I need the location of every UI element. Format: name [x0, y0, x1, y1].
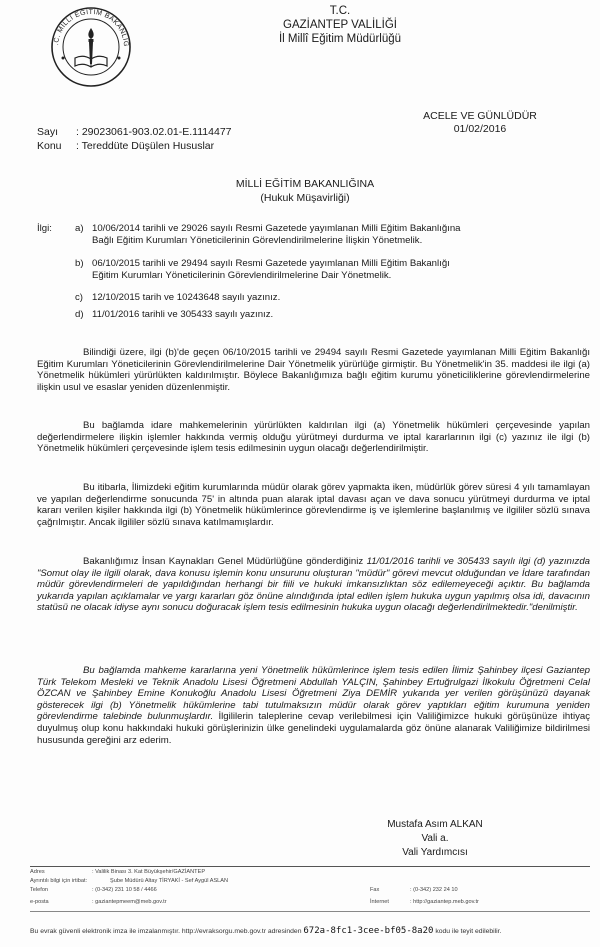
konu-value: : Tereddüte Düşülen Hususlar	[76, 140, 215, 152]
signatory-title: Vali Yardımcısı	[402, 847, 468, 858]
footer-adres-value: : Valilik Binası 3. Kat Büyükşehir/GAZİANTEP	[92, 869, 206, 875]
ilgi-item-b	[75, 258, 590, 282]
ilgi-key: d)	[75, 309, 84, 320]
footer-adres-label: Adres	[30, 869, 45, 875]
body-paragraph-1	[37, 347, 590, 393]
ilgi-text: 11/01/2016 tarihli ve 305433 sayılı yazınız.	[92, 309, 274, 320]
addressee-department: (Hukuk Müşavirliği)	[260, 192, 350, 204]
urgency-label: ACELE VE GÜNLÜDÜR	[423, 110, 537, 122]
ilgi-item-c	[75, 292, 590, 304]
meb-seal-logo	[50, 6, 132, 88]
header-directorate: İl Millî Eğitim Müdürlüğü	[278, 33, 402, 45]
urgency-block	[400, 110, 560, 136]
sayi-value: : 29023061-903.02.01-E.1114477	[76, 126, 232, 138]
document-date: 01/02/2016	[453, 123, 507, 135]
ilgi-item-a	[75, 223, 590, 247]
footer-email-value[interactable]: : gaziantepmeem@meb.gov.tr	[92, 899, 167, 905]
footer-fax-label: Fax	[370, 887, 380, 893]
paragraph-text: Bakanlığımız İnsan Kaynakları Genel Müdürlüğüne gönderdiğiniz	[83, 556, 367, 567]
verification-text: Bu evrak güvenli elektronik imza ile imzalanmıştır. http://evraksorgu.meb.gov.tr adresinden	[30, 928, 302, 935]
ilgi-text-cont: Eğitim Kurumları Yöneticilerinin Görevlendirilmelerine Dair Yönetmelik.	[92, 270, 392, 281]
ilgi-key: b)	[75, 258, 84, 269]
body-paragraph-4	[37, 556, 590, 614]
ilgi-text: 06/10/2015 tarihli ve 29494 sayılı Resmi Gazetede yayımlanan Milli Eğitim Bakanlığı	[92, 258, 450, 269]
paragraph-text: Bu bağlamda mahkeme kararlarına yeni Yönetmelik hükümlerince işlem tesis edilen İlimiz Şahinbey ilçesi Gaziantep Türk Telekom Mesleki ve Teknik Anadolu Lisesi Öğretmeni Abdullah YALÇIN, Şahinbey Ertuğrulgazi İlkokulu Öğretmeni Celal ÖZCAN ve Şahinbey Emine Konukoğlu Anadolu Lisesi Öğretmeni Ziya DEMİR yukarıda yer verilen görüşünüzü dayanak gösterecek ilgi (b) Yönetmelik hükümlerine tabi tutulmaksızın müdür olarak görev yaptıkları eğitim kurumuna yeniden görevlendirme talebinde bulunmuşlardır.	[37, 665, 590, 723]
header-tc: T.C.	[329, 5, 351, 17]
footer-phone-value: : (0-342) 231 10 58 / 4466	[92, 887, 157, 893]
footer-divider-2	[30, 911, 590, 912]
paragraph-text: Bu bağlamda idare mahkemelerinin yürürlükten kaldırılan ilgi (a) Yönetmelik hükümleri çerçevesinde yapılan değerlendirmelere ilişkin işlemler hakkında vermiş olduğu yürütmeyi durdurma ve iptal kararlarının ilgi (c) yazınız ile ilgi (b) Yönetmelik hükümleri çerçevesinde işlem tesis edilmesinin uygun olacağı değerlendirilmiştir.	[37, 420, 590, 455]
quoted-opinion-text: 11/01/2016 tarihli ve 305433 sayılı ilgi (d) yazınızda "Somut olay ile ilgili olarak, dava konusu işlemin konu unsurunu oluşturan "müdür" görevi mevcut olduğundan ve İdare tarafından müdür görevlendirmeleri de yapıldığından herhangi bir fiili ve hukuki imkansızlıktan söz edilemeyeceği açıktır. Bu bağlamda yukarıda yapılan açıklamalar ve yargı kararları göz önüne alındığında iptal edilen işlem hukuka uygun yapılmış olsa idi, davacının statüsü ne olacak idiyse aynı sonucu doğuracak işlem tesis edilmesinin hukuka uygun olacağı değerlendirilmektedir."denilmiştir.	[37, 556, 590, 614]
konu-label: Konu	[37, 140, 62, 152]
footer-internet-label: İnternet	[370, 899, 389, 905]
ilgi-text: 10/06/2014 tarihli ve 29026 sayılı Resmi Gazetede yayımlanan Milli Eğitim Bakanlığına	[92, 223, 461, 234]
signatory-name: Mustafa Asım ALKAN	[387, 819, 483, 830]
ilgi-text: 12/10/2015 tarih ve 10243648 sayılı yazınız.	[92, 292, 281, 303]
e-signature-verification	[30, 926, 590, 937]
footer-email-label: e-posta	[30, 899, 49, 905]
body-paragraph-2	[37, 420, 590, 455]
paragraph-text: Bilindiği üzere, ilgi (b)'de geçen 06/10/2015 tarihli ve 29494 sayılı Resmi Gazetede yayımlanan Milli Eğitim Bakanlığı Eğitim Kurumları Yöneticilerinin Görevlendirilmelerine Dair Yönetmelik yürürlüğe girmiştir. Bu Yönetmelik'in 35. maddesi ile ilgi (a) Yönetmelik hükümleri yürürlükten kaldırılmıştır. Böylece Bakanlığımıza bağlı eğitim kurumu yöneticiliklerine görevlendirmelerine ilişkin usul ve esaslar yeniden düzenlenmiştir.	[37, 347, 590, 393]
svg-text:T.C. MİLLÎ EĞİTİM BAKANLIĞI: .C. MİLLÎ EĞİTİM BAKANLIĞ	[53, 8, 130, 48]
verification-code: 672a-8fc1-3cee-bf05-8a20	[303, 926, 434, 936]
body-paragraph-5	[37, 665, 590, 746]
body-paragraph-3	[37, 482, 590, 528]
paragraph-text: Bu itibarla, İlimizdeki eğitim kurumlarında müdür olarak görev yapmakta iken, müdürlük görev süresi 4 yılı tamamlayan ve yapılan değerlendirme sonucunda 75' in altında puan alarak iptal davası açan ve dava sonucu yürütmeyi durdurma ve iptal kararı verilen kişiler hakkında ilgi (b) Yönetmelik hükümlerince görevlendirme iş ve işlemlerine başlanılmış ve ilgililer sözlü sınava çağrılmıştır. Ancak ilgililer sözlü sınava katılmamışlardır.	[37, 482, 590, 528]
sayi-label: Sayı	[37, 126, 59, 138]
footer-contact-label: Ayrıntılı bilgi için irtibat:	[30, 878, 88, 884]
ilgi-item-d	[75, 309, 590, 321]
footer-contact-value: Şube Müdürü Altay TİRYAKİ - Sef Aygül ASLAN	[110, 878, 229, 884]
ilgi-key: a)	[75, 223, 84, 234]
ilgi-label: İlgi:	[37, 223, 52, 234]
ilgi-key: c)	[75, 292, 83, 303]
footer-internet-value[interactable]: : http://gaziantep.meb.gov.tr	[410, 899, 479, 905]
footer-phone-label: Telefon	[30, 887, 49, 893]
ilgi-text-cont: Bağlı Eğitim Kurumları Yöneticilerinin Görevlendirilmelerine İlişkin Yönetmelik.	[92, 235, 423, 246]
footer-fax-value: : (0-342) 232 24 10	[410, 887, 458, 893]
addressee-ministry: MİLLİ EĞİTİM BAKANLIĞINA	[235, 178, 375, 190]
header-governorship: GAZİANTEP VALİLİĞİ	[283, 19, 397, 31]
signatory-on-behalf: Vali a.	[421, 833, 449, 844]
paragraph-text-cont: İlgililerin taleplerine cevap verilebilmesi için Valiliğimizce hukuki görüşünüze ihtiyaç duyulmuş olup konu hakkındaki hukuki görüşlerinizin ülke genelindeki uygulamalarda göz önüne alanarak Valiliğimize bildirilmesi hususunda gereğini arz ederim.	[37, 711, 590, 746]
footer-divider	[30, 866, 590, 867]
verification-text-end: kodu ile teyit edilebilir.	[435, 928, 502, 935]
